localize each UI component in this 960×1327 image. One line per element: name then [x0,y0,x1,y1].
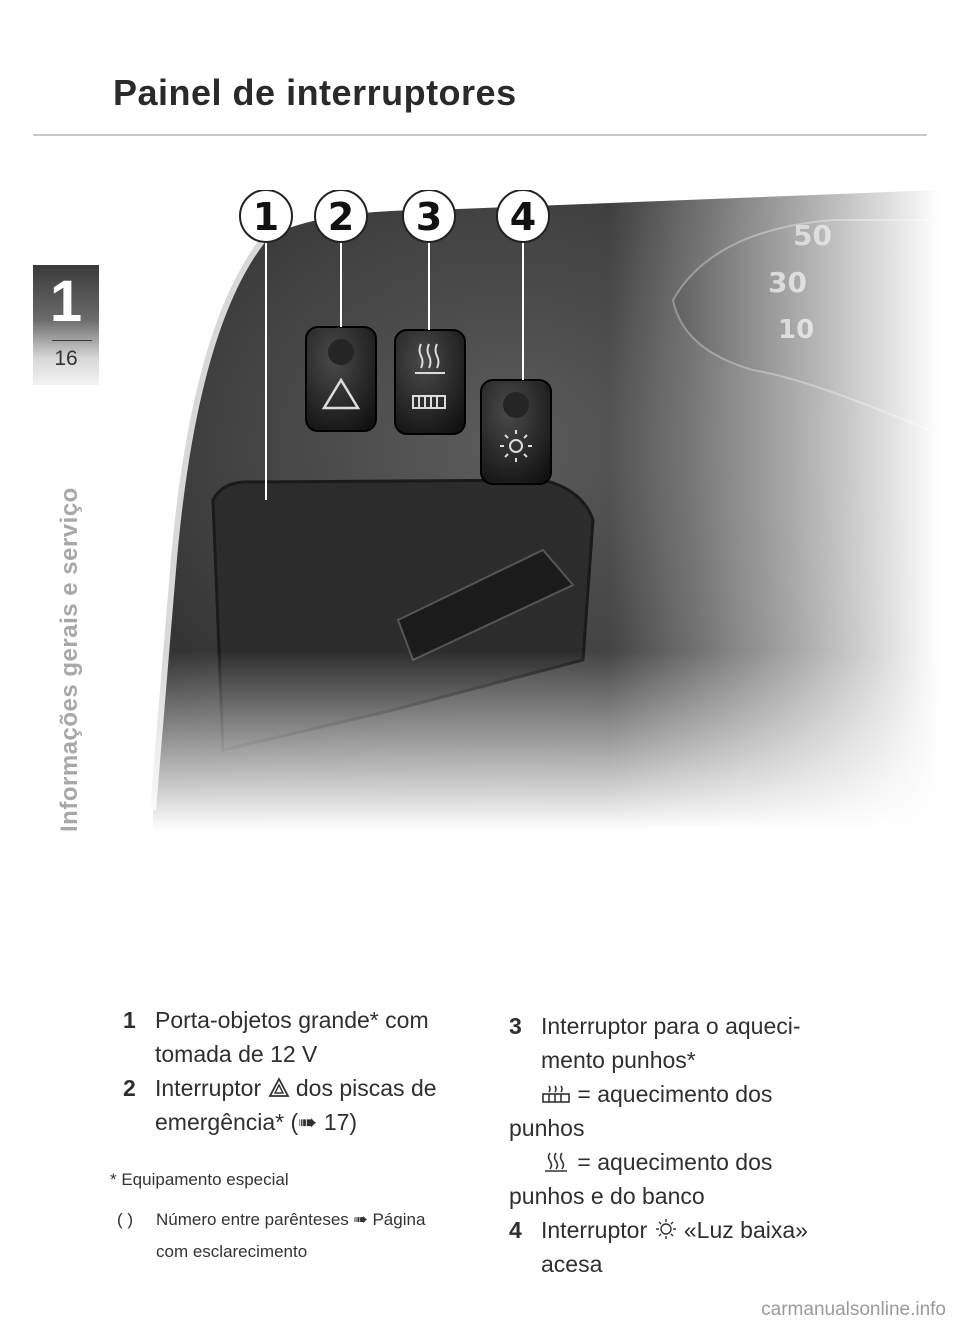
legend-item-4: 4 Interruptor «Luz baixa» acesa [509,1217,808,1277]
callout-2 [315,190,367,242]
legend-right: 3 Interruptor para o aqueci- mento punhos* = aquecimento dos punhos = aquecimento dos punhos e do banco 4 Interruptor «Luz baixa» acesa [509,1009,889,1281]
footnote-special-equipment: * Equipamento especial [110,1170,289,1189]
watermark: carmanualsonline.info [761,1299,946,1320]
low-beam-icon [654,1217,678,1241]
title-rule [33,134,927,136]
hazard-icon [268,1077,290,1099]
seat-heating-icon [541,1151,571,1173]
switch-panel-photo [113,190,940,830]
svg-text:2: 2 [327,195,355,239]
legend-left [123,1003,483,1139]
legend-item-3: 3 Interruptor para o aqueci- mento punhos* [509,1013,801,1073]
footnote-paren-symbol: ( ) [117,1210,134,1229]
legend-item-1: 1 Porta-objetos grande* com tomada de 12 V [123,1007,429,1067]
callout-3 [403,190,455,242]
svg-text:4: 4 [509,195,537,239]
footnote-paren-text: Número entre parênteses ➠ Página com esclarecimento [156,1210,426,1261]
page-title: Painel de interruptores [113,72,517,113]
grip-heating-icon [541,1083,571,1105]
page-number: 16 [54,347,78,370]
seat-heating-entry: = aquecimento dos [509,1145,889,1179]
chapter-divider [52,340,92,341]
svg-text:3: 3 [415,195,443,239]
chapter-number: 1 [49,269,83,334]
legend-item-2: 2 Interruptor dos piscas de emergência* (➠ 17) [123,1075,437,1135]
side-section-label: Informações gerais e serviço [56,487,83,832]
svg-text:1: 1 [252,195,280,239]
callout-1 [240,190,292,242]
callout-4 [497,190,549,242]
grip-heating-entry: = aquecimento dos [509,1077,889,1111]
